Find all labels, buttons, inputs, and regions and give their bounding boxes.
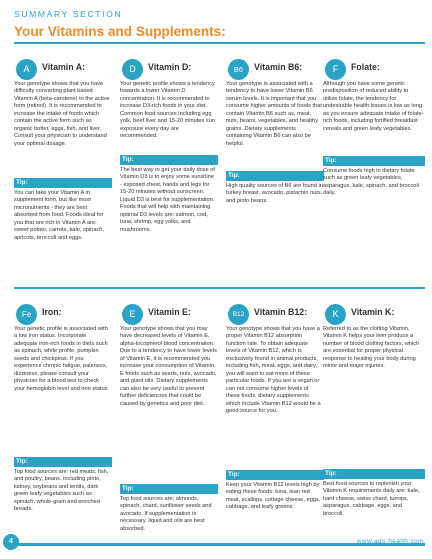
page-title: Your Vitamins and Supplements: — [14, 24, 226, 39]
folate-icon: F — [325, 59, 346, 80]
card-body: Your genetic profile is associated with a low iron status. Incorporate adequate iron-rich foods in diets such as spinach, white profile, pumpkin seeds and chickpeas. If you experience chronic fatigue, paleness, dizziness, please consult your physician for a blood test to check your hemoglobin level and iron status. — [14, 326, 110, 392]
tip-label: Tip: — [16, 458, 28, 465]
tip-bar — [323, 156, 425, 166]
tip-text: Top food sources are: red meats, fish, and poultry, beans, including pinto, kidney, soybeans and lentils, dark green leafy vegetables such as spinach, whole-grain and enriched breads. — [14, 469, 109, 513]
website-link[interactable]: www.ags-health.com — [356, 538, 424, 545]
tip-label: Tip: — [122, 485, 134, 492]
card-body: Your genotype shows that you have difficulty converting plant based Vitamin A (beta-carotene) to the active form (retinol). It is recommended to increase the intake of foods which contain the active form such as organic butter, eggs, fish, and liver. Consult your physician to understand your optimal dosage. — [14, 81, 110, 147]
tip-text: The best way to get your daily dose of Vitamin D3 is to enjoy some sunshine - exposed chest, hands and legs for 15-20 minutes without sunscreen. Liquid D3 is best for supplementation. Foods that will help with maintaining optimal D3 levels are: salmon, cod, tuna, shrimp, egg yolks, and mushrooms. — [120, 167, 216, 233]
card-body: Your genetic profile shows a tendency towards a lower Vitamin D concentration. It is recommended to increase D3-rich foods in your diet. Common food sources including egg yolk, beef liver and 15-20 minutes sun exposure every day are recommended. — [120, 81, 216, 140]
vitamin-b12-icon: B12 — [228, 304, 249, 325]
tip-label: Tip: — [325, 157, 337, 164]
tip-text: High quality sources of B6 are found in turkey breast, avocado, pistachio nuts, and pinto beans. — [226, 183, 323, 204]
tip-bar — [226, 470, 324, 480]
card-vitamin-a — [14, 43, 112, 287]
tip-bar — [120, 155, 218, 165]
card-vitamin-k — [323, 288, 425, 538]
card-body: Your genotype shows that you may have decreased levels of Vitamin E, alpha-tocopherol blood concentration. Due to a tendency to have lower levels of Vitamin E, it is recommended you increase your consumption of Vitamin E foods such as seeds, nuts, avocado, and plant oils. Dietary supplements can also be very useful to prevent further deficiencies that could be caused by genetics and poor diet. — [120, 326, 217, 407]
tip-text: Keep your Vitamin B12 levels high by eating these foods: tuna, lean red meat, scallops, cottage cheese, eggs, cabbage, and leafy greens. — [226, 482, 321, 511]
card-body: Your genotype is associated with a tendency to have lower Vitamin B6 serum levels. It is important that you consume higher amounts of foods that contain Vitamin B6 such as, meat, nuts, beans, vegetables, and healthy grains. Dietary supplements containing Vitamin B6 can also be helpful. — [226, 81, 322, 147]
card-title: Vitamin E: — [148, 307, 191, 317]
tip-bar — [14, 457, 112, 467]
card-vitamin-e — [120, 288, 218, 538]
card-vitamin-b12 — [226, 288, 324, 538]
card-body: Although you have some genetic predisposition of reduced ability to utilize folate, the tendency for undesirable health issues is low as long as you ensure adequate intake of folate-rich foods, including fortified breakfast cereals and green leafy vegetables. — [323, 81, 424, 132]
vitamin-b6-icon: B6 — [228, 59, 249, 80]
page-number: 4 — [3, 534, 19, 550]
vitamin-k-icon: K — [325, 304, 346, 325]
tip-bar — [120, 484, 218, 494]
vitamin-e-icon: E — [122, 304, 143, 325]
tip-label: Tip: — [325, 470, 337, 477]
vitamin-d-icon: D — [122, 59, 143, 80]
card-vitamin-b6 — [226, 43, 324, 287]
card-title: Vitamin B6: — [254, 62, 303, 72]
tip-label: Tip: — [228, 471, 240, 478]
card-title: Folate: — [351, 62, 380, 72]
tip-label: Tip: — [228, 172, 240, 179]
tip-bar — [226, 171, 324, 181]
tip-text: Best food sources to replenish your Vitamin K requirements daily are: kale, hard cheese, swiss chard, turnips, asparagus, cabbage, eggs, and broccoli. — [323, 481, 420, 517]
card-title: Iron: — [42, 307, 62, 317]
vitamin-a-icon: A — [16, 59, 37, 80]
tip-bar — [323, 469, 425, 479]
tip-text: You can take your Vitamin A in supplement form, but like most micronutrients - they are best absorbed from food. Foods ideal for you that are rich in Vitamin A are: sweet potato, carrots, kale, spinach, apricots, broccoli and eggs. — [14, 190, 104, 241]
card-title: Vitamin A: — [42, 62, 86, 72]
card-title: Vitamin K: — [351, 307, 395, 317]
card-folate — [323, 43, 425, 287]
card-iron — [14, 288, 112, 538]
tip-text: Top food sources are: almonds, spinach, chard, sunflower seeds and avocado. If supplementation is necessary, liquid and oils are best absorbed. — [120, 496, 212, 532]
tip-bar — [14, 178, 112, 188]
section-label: SUMMARY SECTION — [14, 9, 123, 19]
card-title: Vitamin B12: — [254, 307, 308, 317]
card-title: Vitamin D: — [148, 62, 192, 72]
iron-icon: Fe — [16, 304, 37, 325]
tip-label: Tip: — [122, 156, 134, 163]
card-vitamin-d — [120, 43, 218, 287]
tip-text: Consume foods high in dietary folate such as green leafy vegetables, asparagus, kale, spinach, and broccoli daily. — [323, 168, 419, 197]
card-body: Your genotype shows that you have a proper Vitamin B12 absorption function rate. To obtain adequate levels of Vitamin B12, which is exclusively found in animal products, including fish, meat, eggs, and dairy, you will want to eat more of these particular foods. If you are a vegan or can not consume higher levels of these foods, dietary supplements which include Vitamin B12 would be a good source for you. — [226, 326, 321, 414]
card-body: Referred to as the clotting Vitamin, Vitamin K helps your liver produce a number of blood clotting factors, which are essential for proper physical response to healing your body during minor and major injuries. — [323, 326, 420, 370]
tip-label: Tip: — [16, 179, 28, 186]
